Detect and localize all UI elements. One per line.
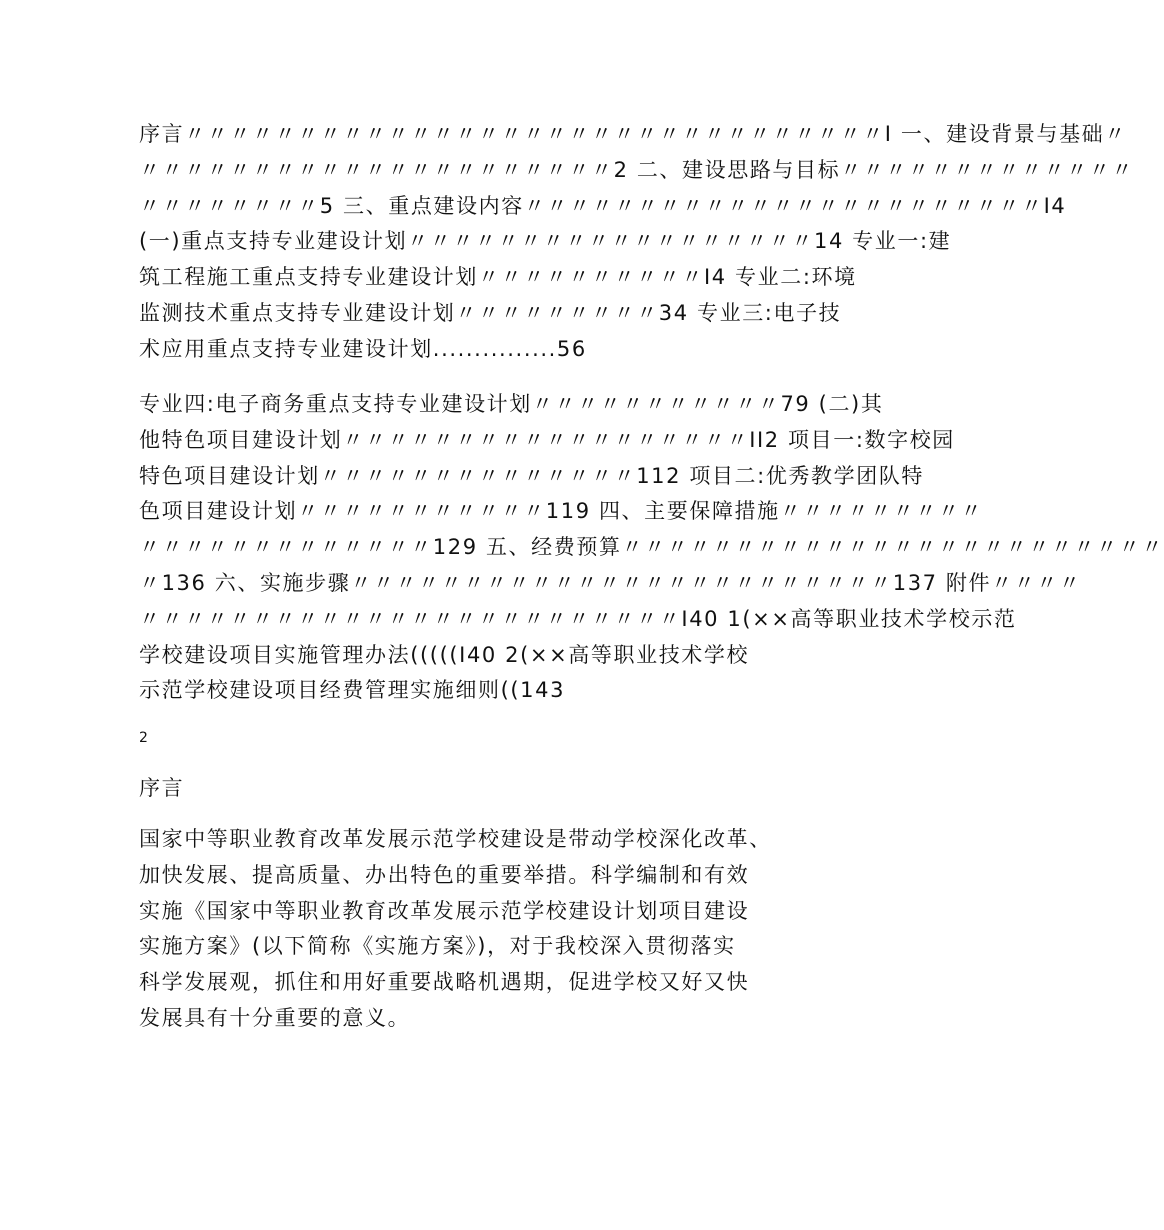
- table-of-contents-part-1: [139, 117, 1135, 368]
- toc-line: 专业四:电子商务重点支持专业建设计划〃〃〃〃〃〃〃〃〃〃〃79 (二)其: [139, 392, 884, 416]
- paragraph-line: 国家中等职业教育改革发展示范学校建设是带动学校深化改革、: [139, 827, 772, 851]
- paragraph-line: 发展具有十分重要的意义。: [139, 1005, 411, 1030]
- preface-paragraph: [139, 822, 819, 1037]
- page-number: 2: [139, 730, 148, 746]
- toc-line: 学校建设项目实施管理办法(((((Ⅰ40 2(××高等职业技术学校: [139, 642, 750, 667]
- preface-heading: 序言: [139, 776, 185, 800]
- toc-line: 〃〃〃〃〃〃〃〃〃〃〃〃〃〃〃〃〃〃〃〃〃〃〃〃Ⅰ40 1(××高等职业技术学校示范: [139, 606, 1017, 631]
- toc-line: 〃136 六、实施步骤〃〃〃〃〃〃〃〃〃〃〃〃〃〃〃〃〃〃〃〃〃〃〃〃137 附件〃〃〃〃: [139, 570, 1082, 595]
- paragraph-line: 科学发展观，抓住和用好重要战略机遇期，促进学校又好又快: [139, 970, 750, 995]
- toc-line: 〃〃〃〃〃〃〃〃〃〃〃〃〃〃〃〃〃〃〃〃〃2 二、建设思路与目标〃〃〃〃〃〃〃〃〃〃〃〃〃: [139, 157, 1135, 182]
- toc-line: 示范学校建设项目经费管理实施细则((143: [139, 678, 566, 703]
- toc-line: (一)重点支持专业建设计划〃〃〃〃〃〃〃〃〃〃〃〃〃〃〃〃〃〃14 专业一:建: [139, 229, 952, 254]
- toc-line: 特色项目建设计划〃〃〃〃〃〃〃〃〃〃〃〃〃〃112 项目二:优秀教学团队特: [139, 463, 925, 488]
- paragraph-line: 加快发展、提高质量、办出特色的重要举措。科学编制和有效: [139, 862, 750, 887]
- toc-line: 监测技术重点支持专业建设计划〃〃〃〃〃〃〃〃〃34 专业三:电子技: [139, 300, 842, 325]
- toc-line: 色项目建设计划〃〃〃〃〃〃〃〃〃〃〃119 四、主要保障措施〃〃〃〃〃〃〃〃〃: [139, 499, 984, 524]
- toc-line: 〃〃〃〃〃〃〃〃〃〃〃〃〃129 五、经费预算〃〃〃〃〃〃〃〃〃〃〃〃〃〃〃〃〃〃〃〃〃〃〃〃: [139, 535, 1164, 560]
- toc-line: 序言〃〃〃〃〃〃〃〃〃〃〃〃〃〃〃〃〃〃〃〃〃〃〃〃〃〃〃〃〃〃〃Ⅰ 一、建设背景与基础〃: [139, 122, 1127, 146]
- toc-line: 〃〃〃〃〃〃〃〃5 三、重点建设内容〃〃〃〃〃〃〃〃〃〃〃〃〃〃〃〃〃〃〃〃〃〃〃Ⅰ4: [139, 193, 1067, 218]
- toc-line: 术应用重点支持专业建设计划...............56: [139, 336, 587, 361]
- toc-line: 筑工程施工重点支持专业建设计划〃〃〃〃〃〃〃〃〃〃Ⅰ4 专业二:环境: [139, 265, 857, 290]
- paragraph-line: 实施方案》(以下简称《实施方案》)，对于我校深入贯彻落实: [139, 934, 736, 959]
- toc-line: 他特色项目建设计划〃〃〃〃〃〃〃〃〃〃〃〃〃〃〃〃〃〃ⅠI2 项目一:数字校园: [139, 427, 955, 452]
- table-of-contents-part-2: [139, 387, 1164, 709]
- paragraph-line: 实施《国家中等职业教育改革发展示范学校建设计划项目建设: [139, 898, 750, 923]
